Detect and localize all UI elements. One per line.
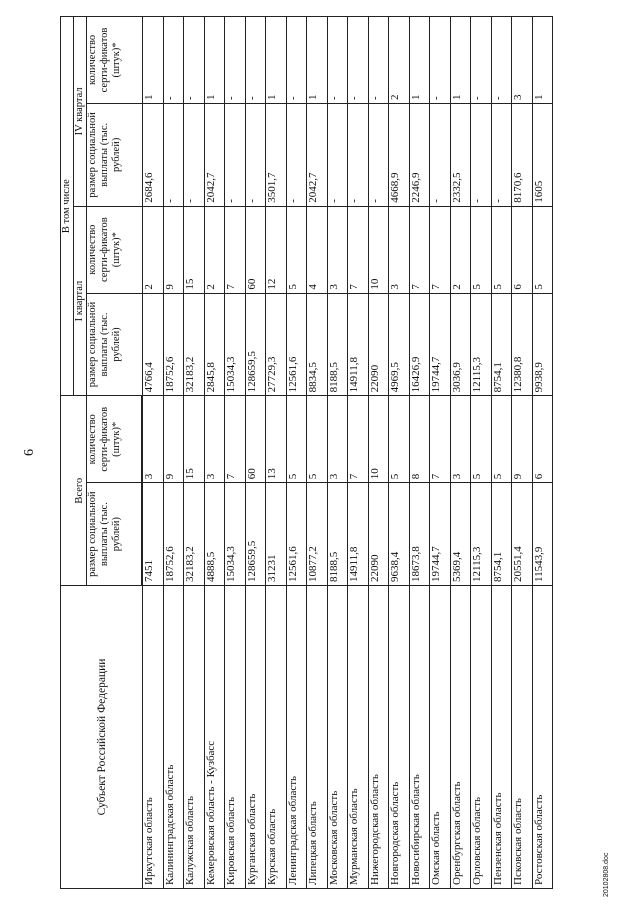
row-q4-count: - [491,17,512,104]
row-q4-payment: - [348,103,369,206]
row-total-payment: 14911,8 [348,483,369,586]
row-q4-payment: - [245,103,266,206]
table-row [512,17,533,889]
row-q4-count: - [368,17,389,104]
row-total-payment: 15034,3 [225,483,246,586]
row-q1-count: 5 [471,206,492,293]
row-subject-name: Московская область [327,586,348,889]
row-total-payment: 12115,3 [471,483,492,586]
row-q1-payment: 16426,9 [409,293,430,396]
q4-count-header: количество серти-фикатов (штук)* [87,17,143,104]
row-q1-payment: 4766,4 [143,293,164,396]
row-total-payment: 4888,5 [204,483,225,586]
row-total-payment: 8188,5 [327,483,348,586]
row-q1-payment: 9938,9 [532,293,553,396]
row-q4-payment: 2332,5 [450,103,471,206]
row-total-count: 60 [245,396,266,483]
row-q4-payment: 4668,9 [389,103,410,206]
row-q1-payment: 14911,8 [348,293,369,396]
row-total-payment: 31231 [266,483,287,586]
row-q1-count: 10 [368,206,389,293]
row-q4-payment: - [163,103,184,206]
row-q4-count: 1 [143,17,164,104]
row-q4-count: 1 [307,17,328,104]
row-total-count: 7 [225,396,246,483]
row-q4-payment: - [184,103,205,206]
row-q1-count: 60 [245,206,266,293]
row-total-count: 7 [348,396,369,483]
table-body [143,17,553,889]
row-q1-count: 5 [491,206,512,293]
row-q4-count: - [327,17,348,104]
row-q4-count: - [348,17,369,104]
row-total-payment: 19744,7 [430,483,451,586]
row-q4-count: 1 [532,17,553,104]
row-q1-payment: 12561,6 [286,293,307,396]
q1-count-header: количество серти-фикатов (штук)* [87,206,143,293]
row-total-count: 5 [491,396,512,483]
table-row [225,17,246,889]
row-q4-payment: - [430,103,451,206]
row-total-count: 5 [471,396,492,483]
row-q1-count: 4 [307,206,328,293]
row-subject-name: Мурманская область [348,586,369,889]
row-q4-count: 1 [450,17,471,104]
row-q1-count: 5 [532,206,553,293]
row-total-count: 5 [389,396,410,483]
table-row [430,17,451,889]
table-row [491,17,512,889]
row-q1-count: 3 [389,206,410,293]
q1-payment-header: размер социальной выплаты (тыс. рублей) [87,293,143,396]
row-total-payment: 9638,4 [389,483,410,586]
row-q4-count: 1 [409,17,430,104]
row-q1-payment: 8754,1 [491,293,512,396]
row-q1-payment: 128659,5 [245,293,266,396]
table-row [184,17,205,889]
row-total-count: 9 [163,396,184,483]
table-row [204,17,225,889]
row-q4-payment: 2246,9 [409,103,430,206]
row-total-payment: 12561,6 [286,483,307,586]
row-subject-name: Калужская область [184,586,205,889]
row-total-payment: 22090 [368,483,389,586]
row-total-count: 3 [204,396,225,483]
total-count-header: количество серти-фикатов (штук)* [87,396,142,483]
row-q1-payment: 3036,9 [450,293,471,396]
row-subject-name: Омская область [430,586,451,889]
row-subject-name: Новосибирская область [409,586,430,889]
row-q4-count: - [430,17,451,104]
table-row [348,17,369,889]
row-q1-payment: 12115,3 [471,293,492,396]
row-q4-payment: - [327,103,348,206]
row-subject-name: Новгородская область [389,586,410,889]
row-subject-name: Псковская область [512,586,533,889]
row-q4-payment: 3501,7 [266,103,287,206]
q4-group-header: IV квартал [74,17,87,207]
row-total-count: 7 [430,396,451,483]
row-total-payment: 20551,4 [512,483,533,586]
table-row [245,17,266,889]
row-q1-count: 3 [327,206,348,293]
table-row [266,17,287,889]
row-total-payment: 128659,5 [245,483,266,586]
table-row [368,17,389,889]
row-q4-count: 3 [512,17,533,104]
table-row [450,17,471,889]
row-q1-payment: 8834,5 [307,293,328,396]
row-total-count: 5 [307,396,328,483]
row-q4-count: - [163,17,184,104]
table-row [409,17,430,889]
row-q4-payment: - [491,103,512,206]
row-total-count: 15 [184,396,205,483]
row-q1-count: 2 [143,206,164,293]
row-subject-name: Липецкая область [307,586,328,889]
row-subject-name: Иркутская область [143,586,164,889]
page-number: 6 [22,449,37,456]
row-q1-count: 7 [348,206,369,293]
row-total-count: 6 [532,396,553,483]
table-row [471,17,492,889]
row-q1-count: 2 [450,206,471,293]
in-that-number-header: В том числе [61,17,74,396]
row-q4-count: - [471,17,492,104]
row-subject-name: Нижегородская область [368,586,389,889]
row-total-payment: 11543,9 [532,483,553,586]
row-q4-payment: 8170,6 [512,103,533,206]
row-total-payment: 18673,8 [409,483,430,586]
row-q1-count: 5 [286,206,307,293]
row-q4-count: 1 [266,17,287,104]
row-q1-payment: 12380,8 [512,293,533,396]
row-q4-count: - [225,17,246,104]
row-subject-name: Курская область [266,586,287,889]
row-total-payment: 7451 [143,483,164,586]
row-q4-count: - [286,17,307,104]
certificates-table [60,16,553,889]
row-q1-payment: 27729,3 [266,293,287,396]
row-total-count: 9 [512,396,533,483]
row-q1-count: 7 [430,206,451,293]
row-q1-count: 2 [204,206,225,293]
row-total-payment: 8754,1 [491,483,512,586]
row-total-count: 10 [368,396,389,483]
row-total-payment: 5369,4 [450,483,471,586]
row-q1-payment: 15034,3 [225,293,246,396]
row-q1-payment: 4969,5 [389,293,410,396]
row-q1-count: 7 [409,206,430,293]
row-q4-payment: 2042,7 [307,103,328,206]
row-q4-payment: - [286,103,307,206]
row-q1-payment: 32183,2 [184,293,205,396]
row-q1-count: 15 [184,206,205,293]
q1-group-header: I квартал [74,206,87,396]
table-row [163,17,184,889]
row-subject-name: Кемеровская область - Кузбасс [204,586,225,889]
row-q4-payment: - [471,103,492,206]
row-subject-name: Кировская область [225,586,246,889]
table-row [389,17,410,889]
row-q4-payment: 2042,7 [204,103,225,206]
row-q1-payment: 19744,7 [430,293,451,396]
row-total-payment: 18752,6 [163,483,184,586]
subject-column-header: Субъект Российской Федерации [61,586,143,889]
row-subject-name: Оренбургская область [450,586,471,889]
row-subject-name: Ленинградская область [286,586,307,889]
row-q1-count: 12 [266,206,287,293]
row-subject-name: Пензенская область [491,586,512,889]
row-q4-count: - [245,17,266,104]
footer-filename: 20102808.doc [603,852,610,897]
row-q4-payment: 2684,6 [143,103,164,206]
row-q4-count: 2 [389,17,410,104]
row-total-count: 5 [286,396,307,483]
row-total-payment: 10877,2 [307,483,328,586]
row-q4-payment: - [225,103,246,206]
table-row [286,17,307,889]
row-q4-count: 1 [204,17,225,104]
row-total-payment: 32183,2 [184,483,205,586]
row-q1-count: 6 [512,206,533,293]
row-q1-count: 9 [163,206,184,293]
row-subject-name: Ростовская область [532,586,553,889]
row-q4-payment: 1605 [532,103,553,206]
row-q4-count: - [184,17,205,104]
row-q1-count: 7 [225,206,246,293]
row-q1-payment: 18752,6 [163,293,184,396]
total-payment-header: размер социальной выплаты (тыс. рублей) [87,483,142,586]
total-group-header: Всего [61,396,87,586]
row-total-count: 8 [409,396,430,483]
row-subject-name: Калининградская область [163,586,184,889]
row-total-count: 13 [266,396,287,483]
table-row [327,17,348,889]
row-total-count: 3 [327,396,348,483]
row-q4-payment: - [368,103,389,206]
q4-payment-header: размер социальной выплаты (тыс. рублей) [87,103,143,206]
row-subject-name: Курганская область [245,586,266,889]
table-row [143,17,164,889]
row-total-count: 3 [450,396,471,483]
row-q1-payment: 22090 [368,293,389,396]
row-q1-payment: 2845,8 [204,293,225,396]
table-row [532,17,553,889]
table-row [307,17,328,889]
row-total-count: 3 [143,396,164,483]
row-subject-name: Орловская область [471,586,492,889]
row-q1-payment: 8188,5 [327,293,348,396]
